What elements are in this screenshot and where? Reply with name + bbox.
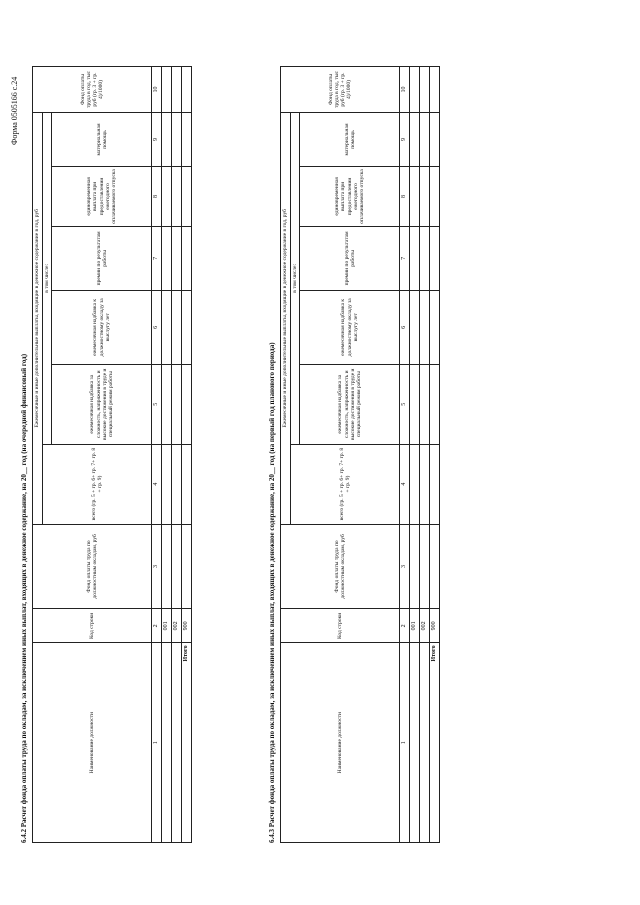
header-fund: Фонд оплаты труда по должностным окладам, руб (33, 524, 152, 609)
header-fund: Фонд оплаты труда по должностным окладам, руб (281, 524, 400, 609)
cell[interactable] (410, 444, 420, 524)
colnum: 9 (400, 113, 410, 167)
header-position: Наименование должности (33, 643, 152, 843)
header-code: Код строки (33, 609, 152, 643)
cell[interactable] (181, 113, 191, 167)
cell[interactable] (420, 166, 430, 226)
table-section-2 (280, 66, 440, 843)
header-c7: премии по результатам работы (300, 226, 400, 290)
colnum: 10 (400, 67, 410, 113)
row-code: 002 (420, 609, 430, 643)
colnum: 1 (152, 643, 162, 843)
header-group: Ежемесячные и иные дополнительные выплаты, входящие в денежное содержание в год, руб (33, 113, 43, 525)
header-c10: Фонд оплаты труда в год, тыс руб (гр. 3 + гр. 4)/1000) (281, 67, 400, 113)
row-code: 001 (162, 609, 172, 643)
colnum: 5 (400, 364, 410, 444)
total-label: Итого (181, 643, 191, 843)
cell[interactable] (172, 643, 182, 843)
header-c10: Фонд оплаты труда в год, тыс руб (гр. 3 + гр. 4)/1000) (33, 67, 152, 113)
cell[interactable] (172, 67, 182, 113)
header-code: Код строки (281, 609, 400, 643)
cell[interactable] (410, 364, 420, 444)
header-including: в том числе: (291, 113, 300, 445)
cell[interactable] (420, 113, 430, 167)
total-code: 900 (181, 609, 191, 643)
column-numbers-row (400, 67, 410, 843)
colnum: 1 (400, 643, 410, 843)
header-including: в том числе: (43, 113, 52, 445)
column-numbers-row (152, 67, 162, 843)
row-code: 001 (410, 609, 420, 643)
cell[interactable] (429, 166, 439, 226)
cell[interactable] (181, 444, 191, 524)
table-row (162, 67, 172, 843)
header-c6: ежемесячная надбавка к должностному окладу за выслугу лет (52, 290, 152, 364)
cell[interactable] (410, 166, 420, 226)
colnum: 8 (152, 166, 162, 226)
colnum: 3 (400, 524, 410, 609)
colnum: 8 (400, 166, 410, 226)
colnum: 3 (152, 524, 162, 609)
cell[interactable] (429, 290, 439, 364)
cell[interactable] (410, 290, 420, 364)
cell[interactable] (162, 524, 172, 609)
cell[interactable] (172, 524, 182, 609)
cell[interactable] (162, 290, 172, 364)
cell[interactable] (172, 226, 182, 290)
cell[interactable] (410, 67, 420, 113)
header-total: всего (гр. 5 + гр. 6+ гр. 7+ гр. 8 + гр. 9) (43, 444, 152, 524)
cell[interactable] (410, 643, 420, 843)
cell[interactable] (420, 524, 430, 609)
colnum: 2 (152, 609, 162, 643)
cell[interactable] (162, 444, 172, 524)
colnum: 5 (152, 364, 162, 444)
cell[interactable] (181, 67, 191, 113)
cell[interactable] (420, 290, 430, 364)
cell[interactable] (162, 113, 172, 167)
cell[interactable] (429, 444, 439, 524)
cell[interactable] (172, 364, 182, 444)
cell[interactable] (181, 290, 191, 364)
section-title-1: 6.4.2 Расчет фонда оплаты труда по окладам, за исключением иных выплат, входящих в денежное содержание, на 20__ год (на очередной финансовый год) (20, 353, 28, 843)
cell[interactable] (172, 166, 182, 226)
cell[interactable] (162, 166, 172, 226)
colnum: 6 (152, 290, 162, 364)
cell[interactable] (429, 67, 439, 113)
colnum: 7 (400, 226, 410, 290)
cell[interactable] (162, 643, 172, 843)
section-title-2: 6.4.3 Расчет фонда оплаты труда по окладам, за исключением иных выплат, входящих в денежное содержание, на 20__ год (на первый год планового периода) (268, 342, 276, 843)
colnum: 6 (400, 290, 410, 364)
header-group: Ежемесячные и иные дополнительные выплаты, входящие в денежное содержание в год, руб (281, 113, 291, 525)
cell[interactable] (420, 226, 430, 290)
form-code: Форма 0505166 с.24 (10, 76, 19, 145)
table-row (420, 67, 430, 843)
table-section-1 (32, 66, 192, 843)
header-position: Наименование должности (281, 643, 400, 843)
table-row (172, 67, 182, 843)
total-label: Итого (429, 643, 439, 843)
header-c9: материальная помощь (52, 113, 152, 167)
cell[interactable] (429, 113, 439, 167)
cell[interactable] (181, 226, 191, 290)
cell[interactable] (429, 364, 439, 444)
header-c7: премии по результатам работы (52, 226, 152, 290)
total-row (181, 67, 191, 843)
header-c6: ежемесячная надбавка к должностному окладу за выслугу лет (300, 290, 400, 364)
cell[interactable] (172, 444, 182, 524)
header-c5: ежемесячная надбавка за сложность, напряженность и высокие достижения в труде и специальный режим работы (300, 364, 400, 444)
colnum: 7 (152, 226, 162, 290)
cell[interactable] (181, 166, 191, 226)
cell[interactable] (410, 226, 420, 290)
total-row (429, 67, 439, 843)
cell[interactable] (410, 524, 420, 609)
table-row (410, 67, 420, 843)
cell[interactable] (181, 364, 191, 444)
cell[interactable] (162, 226, 172, 290)
header-c8: единовременная выплата при предоставлении ежегодного оплачиваемого отпуска (52, 166, 152, 226)
cell[interactable] (429, 524, 439, 609)
cell[interactable] (162, 67, 172, 113)
colnum: 9 (152, 113, 162, 167)
cell[interactable] (420, 444, 430, 524)
header-total: всего (гр. 5 + гр. 6+ гр. 7+ гр. 8 + гр. 9) (291, 444, 400, 524)
cell[interactable] (420, 364, 430, 444)
cell[interactable] (181, 524, 191, 609)
header-c8: единовременная выплата при предоставлении ежегодного оплачиваемого отпуска (300, 166, 400, 226)
total-code: 900 (429, 609, 439, 643)
colnum: 4 (152, 444, 162, 524)
cell[interactable] (410, 113, 420, 167)
colnum: 4 (400, 444, 410, 524)
cell[interactable] (162, 364, 172, 444)
cell[interactable] (420, 643, 430, 843)
cell[interactable] (429, 226, 439, 290)
row-code: 002 (172, 609, 182, 643)
cell[interactable] (172, 290, 182, 364)
header-c9: материальная помощь (300, 113, 400, 167)
colnum: 2 (400, 609, 410, 643)
header-c5: ежемесячная надбавка за сложность, напряженность и высокие достижения в труде и специальный режим работы (52, 364, 152, 444)
cell[interactable] (172, 113, 182, 167)
colnum: 10 (152, 67, 162, 113)
cell[interactable] (420, 67, 430, 113)
